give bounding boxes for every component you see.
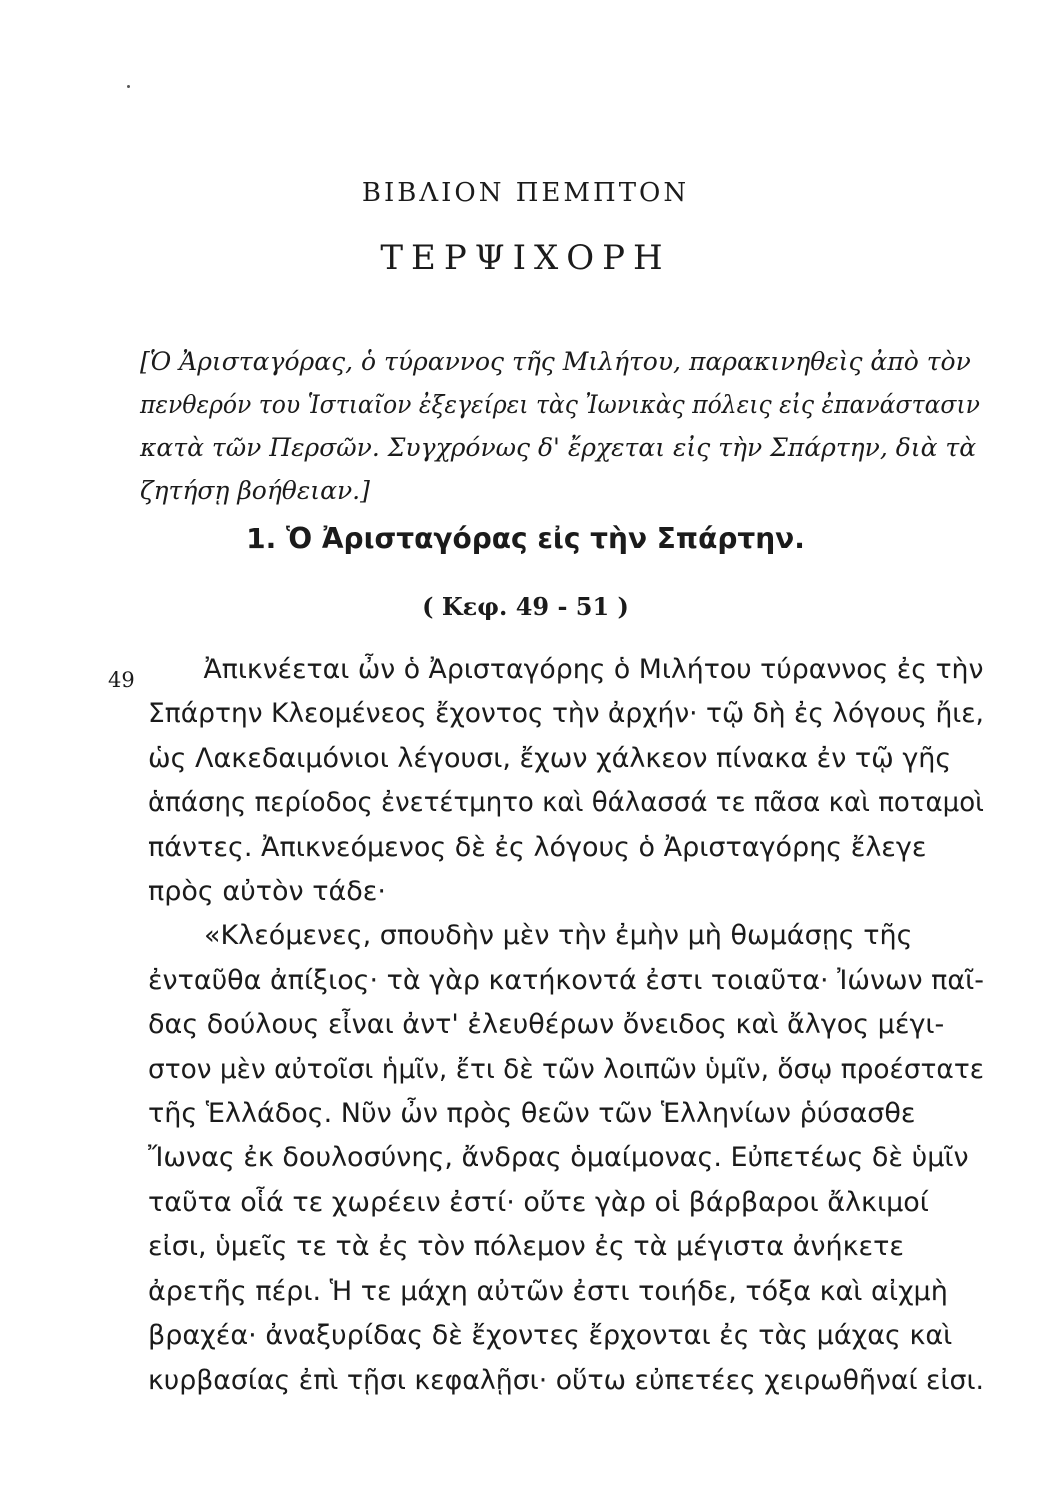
margin-chapter-number: 49 <box>108 668 135 692</box>
section-chapter-range: ( Κεφ. 49 - 51 ) <box>422 592 629 621</box>
print-speck <box>127 85 130 88</box>
body-line: τῆς Ἑλλάδος. Νῦν ὦν πρὸς θεῶν τῶν Ἑλληνίων ῥύσασθε <box>148 1098 916 1130</box>
body-line: ταῦτα οἷά τε χωρέειν ἐστί· οὔτε γὰρ οἱ βάρβαροι ἄλκιμοί <box>148 1186 929 1218</box>
body-line: ἀρετῆς πέρι. Ἡ τε μάχη αὐτῶν ἐστι τοιήδε, τόξα καὶ αἰχμὴ <box>148 1275 948 1307</box>
body-line: πάντες. Ἀπικνεόμενος δὲ ἐς λόγους ὁ Ἀρισταγόρης ἔλεγε <box>148 831 927 863</box>
body-line: ἐνταῦθα ἀπίξιος· τὰ γὰρ κατήκοντά ἐστι τοιαῦτα· Ἰώνων παῖ- <box>148 964 984 996</box>
body-line: βραχέα· ἀναξυρίδας δὲ ἔχοντες ἔρχονται ἐς τὰς μάχας καὶ <box>148 1320 953 1352</box>
body-text <box>148 648 984 1403</box>
chapter-title: ΤΕΡΨΙΧΟΡΗ <box>380 238 671 278</box>
body-line: εἰσι, ὑμεῖς τε τὰ ἐς τὸν πόλεμον ἐς τὰ μέγιστα ἀνήκετε <box>148 1231 904 1263</box>
body-line: Σπάρτην Κλεομένεος ἔχοντος τὴν ἀρχήν· τῷ δὴ ἐς λόγους ἤιε, <box>148 698 984 730</box>
body-line: κυρβασίας ἐπὶ τῇσι κεφαλῇσι· οὕτω εὐπετέες χειρωθῆναί εἰσι. <box>148 1364 985 1396</box>
summary-line: ζητήσῃ βοήθειαν.] <box>140 476 370 505</box>
body-line: πρὸς αὐτὸν τάδε· <box>148 876 386 908</box>
body-line: ἁπάσης περίοδος ἐνετέτμητο καὶ θάλασσά τε πᾶσα καὶ ποταμοὶ <box>148 787 984 819</box>
chapter-summary <box>140 340 980 512</box>
section-heading: 1. Ὁ Ἀρισταγόρας εἰς τὴν Σπάρτην. <box>246 522 805 555</box>
body-line: Ἀπικνέεται ὦν ὁ Ἀρισταγόρης ὁ Μιλήτου τύραννος ἐς τὴν <box>203 654 984 685</box>
body-line: Ἴωνας ἐκ δουλοσύνης, ἄνδρας ὁμαίμονας. Εὐπετέως δὲ ὑμῖν <box>148 1142 969 1174</box>
summary-line: κατὰ τῶν Περσῶν. Συγχρόνως δ' ἔρχεται εἰς τὴν Σπάρτην, διὰ τὰ <box>140 433 977 462</box>
body-line: δας δούλους εἶναι ἀντ' ἐλευθέρων ὄνειδος καὶ ἄλγος μέγι- <box>148 1009 945 1041</box>
body-line: ὡς Λακεδαιμόνιοι λέγουσι, ἔχων χάλκεον πίνακα ἐν τῷ γῆς <box>148 742 952 774</box>
body-line: «Κλεόμενες, σπουδὴν μὲν τὴν ἐμὴν μὴ θωμάσῃς τῆς <box>204 920 913 952</box>
book-title: ΒΙΒΛΙΟΝ ΠΕΜΠΤΟΝ <box>361 178 690 208</box>
body-line: στον μὲν αὐτοῖσι ἡμῖν, ἔτι δὲ τῶν λοιπῶν ὑμῖν, ὅσῳ προέστατε <box>148 1053 984 1085</box>
summary-line: [Ὁ Ἀρισταγόρας, ὁ τύραννος τῆς Μιλήτου, παρακινηθεὶς ἀπὸ τὸν <box>140 347 971 376</box>
summary-line: πενθερόν του Ἱστιαῖον ἐξεγείρει τὰς Ἰωνικὰς πόλεις εἰς ἐπανάστασιν <box>140 390 980 419</box>
